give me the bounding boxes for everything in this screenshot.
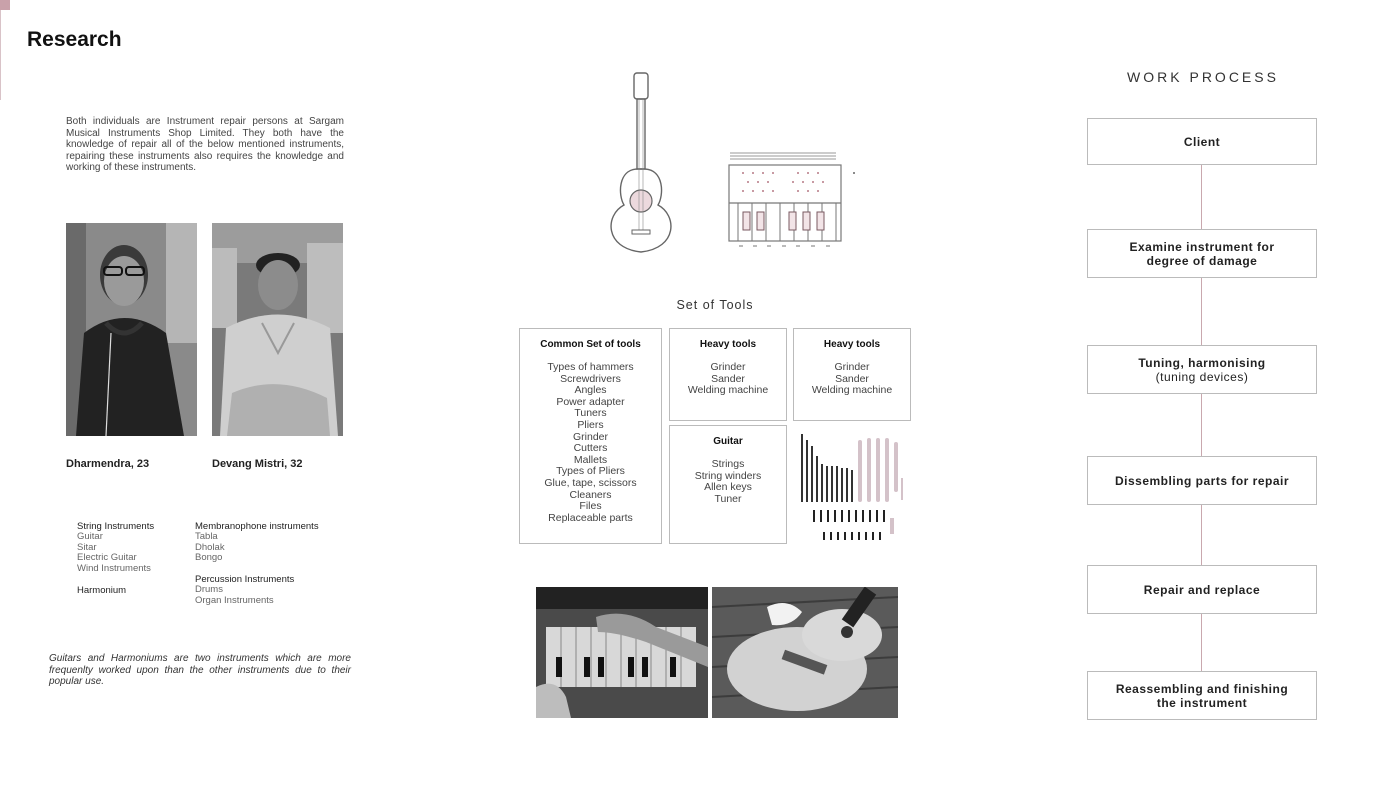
category-item: Dholak: [195, 541, 225, 553]
tools-title: Set of Tools: [676, 298, 754, 312]
category-string-instruments: [77, 521, 154, 574]
tool-item: Welding machine: [811, 384, 893, 397]
category-item: Tabla: [195, 531, 218, 542]
tool-item: Sander: [835, 372, 869, 385]
category-item: Guitar: [77, 531, 103, 542]
tool-item: Strings: [711, 458, 745, 470]
page-title: Research: [27, 28, 122, 51]
work-step-6: [1087, 671, 1317, 720]
person-name-1: Dharmendra, 23: [66, 458, 150, 470]
work-step-label: Tuning, harmonising: [1138, 355, 1266, 370]
tool-item: Cleaners: [569, 488, 612, 501]
tool-box-heading: Common Set of tools: [540, 339, 641, 350]
tool-box-heading: Heavy tools: [823, 339, 881, 350]
work-step-4: [1087, 456, 1317, 505]
work-process-title: WORK PROCESS: [1127, 69, 1279, 85]
photo-harmonium-repair: [536, 587, 708, 718]
category-item: Organ Instruments: [195, 594, 274, 606]
tool-box-heavy-1: [669, 328, 787, 421]
tool-item: Mallets: [573, 453, 608, 466]
photo-guitar-repair: [712, 587, 898, 718]
note-paragraph: Guitars and Harmoniums are two instruments which are more frequenlty worked upon than the other instruments due to their popular use.: [49, 653, 351, 688]
category-item: Bongo: [195, 552, 223, 564]
photo-devang-mistri: [212, 223, 343, 436]
tool-item: Welding machine: [687, 384, 769, 397]
tool-box-common: [519, 328, 662, 544]
guitar-illustration: [600, 70, 686, 265]
tool-item: Types of Pliers: [556, 465, 625, 478]
work-step-label: Reassembling and finishing the instrument: [1115, 681, 1289, 710]
work-step-label: Dissembling parts for repair: [1114, 473, 1290, 488]
person-name-2: Devang Mistri, 32: [212, 458, 303, 470]
tool-item: Angles: [574, 384, 607, 397]
category-item: Sitar: [77, 541, 97, 553]
tool-item: String winders: [694, 469, 762, 482]
work-step-3: [1087, 345, 1317, 394]
tool-box-heading: Heavy tools: [699, 339, 757, 350]
tool-item: Power adapter: [556, 395, 625, 408]
tool-item: Sander: [711, 372, 745, 385]
category-heading: Percussion Instruments: [195, 574, 295, 585]
tool-box-heavy-2: [793, 328, 911, 421]
tool-item: Grinder: [572, 430, 608, 443]
tool-box-guitar: [669, 425, 787, 544]
photo-dharmendra: [66, 223, 197, 436]
work-step-sublabel: (tuning devices): [1155, 369, 1249, 384]
tool-item: Tuners: [574, 407, 607, 420]
tool-box-heading: Guitar: [713, 436, 743, 447]
intro-paragraph: Both individuals are Instrument repair persons at Sargam Musical Instruments Shop Limited. They both have the knowledge of repair all of the below mentioned instruments, repairing these instruments also requires the knowledge and working of these instruments.: [66, 116, 344, 174]
tool-item: Pliers: [577, 418, 604, 431]
tool-item: Screwdrivers: [560, 372, 621, 385]
corner-accent-mark: [0, 0, 10, 10]
tool-item: Replaceable parts: [548, 511, 633, 524]
category-item: Wind Instruments: [77, 562, 151, 574]
tool-item: Cutters: [573, 442, 608, 455]
harmonium-illustration: [726, 150, 861, 255]
category-harmonium: Harmonium: [77, 585, 127, 596]
tool-item: Grinder: [834, 361, 870, 373]
work-step-label: Examine instrument for degree of damage: [1129, 239, 1275, 268]
work-step-5: [1087, 565, 1317, 614]
tool-item: Files: [579, 500, 602, 513]
category-heading: Membranophone instruments: [195, 521, 319, 532]
work-step-label: Client: [1183, 134, 1221, 149]
category-heading: String Instruments: [77, 521, 155, 532]
work-step-label: Repair and replace: [1143, 582, 1261, 597]
category-item: Electric Guitar: [77, 552, 137, 564]
work-step-1: [1087, 118, 1317, 165]
tool-set-illustration: [798, 430, 910, 550]
corner-accent-line: [0, 10, 1, 100]
work-step-2: [1087, 229, 1317, 278]
tool-item: Allen keys: [704, 481, 752, 494]
category-item: Drums: [195, 584, 223, 595]
category-membranophone: [195, 521, 319, 564]
tool-item: Types of hammers: [547, 361, 634, 373]
tool-item: Tuner: [714, 492, 742, 505]
category-percussion: [195, 574, 294, 606]
tool-item: Glue, tape, scissors: [544, 476, 637, 489]
tool-item: Grinder: [710, 361, 746, 373]
